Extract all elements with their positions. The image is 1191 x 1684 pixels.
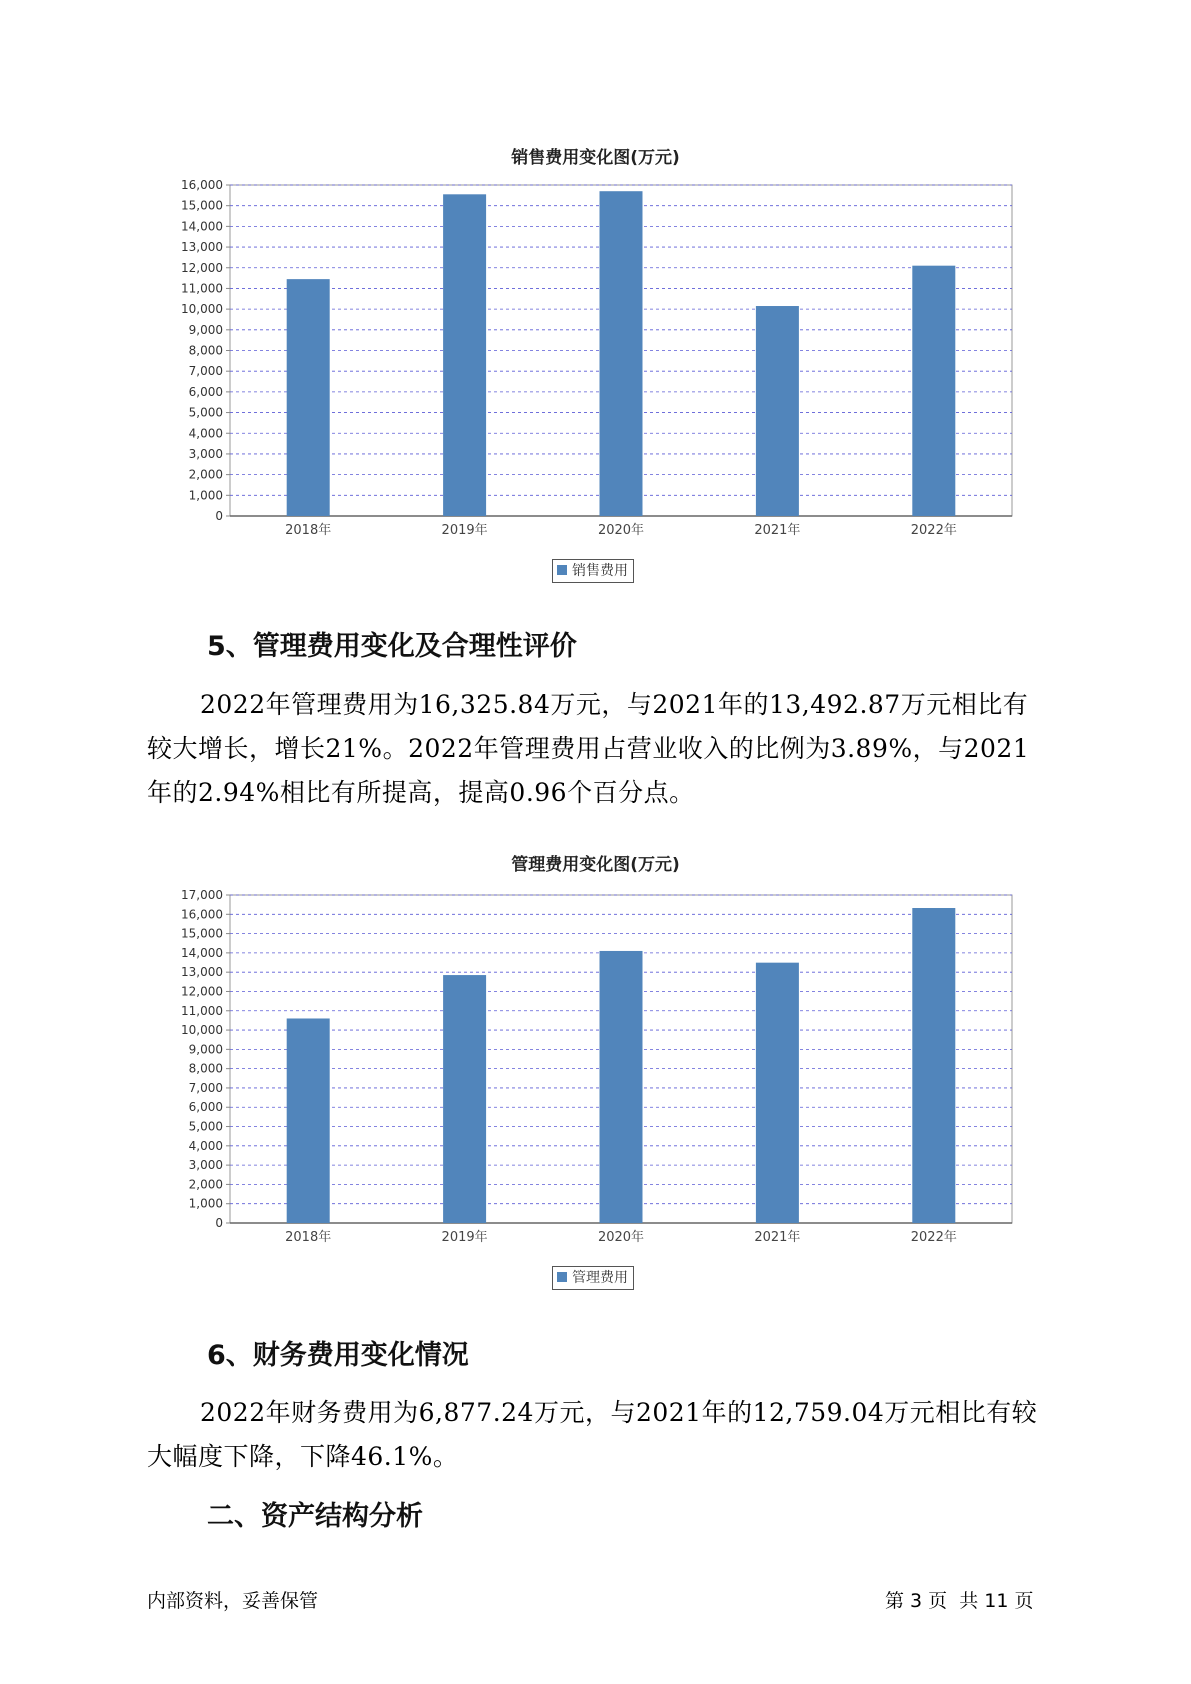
y-tick-label: 15,000 <box>181 926 223 941</box>
x-tick-label: 2020年 <box>597 1230 645 1245</box>
x-tick-label: 2022年 <box>910 1230 957 1245</box>
y-tick-label: 0 <box>215 509 223 523</box>
bar <box>443 975 486 1223</box>
footer-confidential: 内部资料，妥善保管 <box>147 1590 319 1612</box>
y-tick-label: 9,000 <box>188 1042 223 1057</box>
y-tick-label: 13,000 <box>181 240 223 255</box>
x-tick-label: 2019年 <box>441 1230 488 1245</box>
section6-paragraph: 2022年财务费用为6,877.24万元，与2021年的12,759.04万元相比有较大幅度下降，下降46.1%。 <box>147 1398 1038 1471</box>
y-tick-label: 11,000 <box>181 1003 223 1018</box>
y-tick-label: 2,000 <box>188 1177 223 1192</box>
section6-heading: 6、财务费用变化情况 <box>207 1340 469 1371</box>
y-tick-label: 12,000 <box>181 984 223 999</box>
y-tick-label: 12,000 <box>181 260 223 275</box>
bar <box>912 266 955 516</box>
x-tick-label: 2022年 <box>910 523 957 538</box>
assets-section-heading: 二、资产结构分析 <box>207 1501 423 1532</box>
y-tick-label: 1,000 <box>188 1196 223 1211</box>
chart1-legend <box>552 559 634 583</box>
bar <box>756 306 799 516</box>
x-tick-label: 2018年 <box>285 1230 332 1245</box>
chart1-title: 销售费用变化图(万元) <box>511 148 680 168</box>
section5-heading: 5、管理费用变化及合理性评价 <box>207 631 577 662</box>
legend-swatch-icon <box>557 565 567 575</box>
y-tick-label: 6,000 <box>188 384 223 399</box>
chart2-legend-label: 管理费用 <box>572 1270 628 1286</box>
y-tick-label: 5,000 <box>188 1119 223 1134</box>
y-tick-label: 2,000 <box>188 467 223 482</box>
y-tick-label: 13,000 <box>181 965 223 980</box>
bar <box>287 279 330 516</box>
y-tick-label: 4,000 <box>188 1138 223 1153</box>
y-tick-label: 14,000 <box>181 219 223 234</box>
y-tick-label: 7,000 <box>188 364 223 379</box>
admin-expense-chart <box>0 870 1191 1270</box>
bar <box>756 963 799 1223</box>
legend-swatch-icon <box>557 1272 567 1282</box>
y-tick-label: 8,000 <box>188 343 223 358</box>
x-tick-label: 2021年 <box>754 523 801 538</box>
y-tick-label: 8,000 <box>188 1061 223 1076</box>
x-tick-label: 2018年 <box>285 523 332 538</box>
y-tick-label: 9,000 <box>188 322 223 337</box>
bar <box>443 194 486 516</box>
bar <box>287 1018 330 1223</box>
chart2-title: 管理费用变化图(万元) <box>511 855 680 875</box>
y-tick-label: 1,000 <box>188 488 223 503</box>
y-tick-label: 17,000 <box>181 888 223 902</box>
bar <box>912 908 955 1223</box>
y-tick-label: 16,000 <box>181 907 223 922</box>
x-tick-label: 2021年 <box>754 1230 801 1245</box>
y-tick-label: 10,000 <box>181 1023 223 1038</box>
chart2-legend <box>552 1266 634 1290</box>
sales-expense-chart <box>0 160 1191 560</box>
footer-page-number: 第 3 页 共 11 页 <box>885 1590 1034 1612</box>
y-tick-label: 15,000 <box>181 198 223 213</box>
bar <box>600 191 643 516</box>
x-tick-label: 2019年 <box>441 523 488 538</box>
bar <box>600 951 643 1223</box>
y-tick-label: 3,000 <box>188 1158 223 1173</box>
y-tick-label: 11,000 <box>181 281 223 296</box>
chart1-legend-label: 销售费用 <box>572 563 628 579</box>
y-tick-label: 16,000 <box>181 178 223 192</box>
section5-paragraph: 2022年管理费用为16,325.84万元，与2021年的13,492.87万元相比有较大增长，增长21%。2022年管理费用占营业收入的比例为3.89%，与2021年的2.94%相比有所提高，提高0.96个百分点。 <box>147 690 1030 807</box>
y-tick-label: 3,000 <box>188 446 223 461</box>
y-tick-label: 7,000 <box>188 1080 223 1095</box>
x-tick-label: 2020年 <box>597 523 645 538</box>
y-tick-label: 6,000 <box>188 1100 223 1115</box>
y-tick-label: 4,000 <box>188 426 223 441</box>
y-tick-label: 5,000 <box>188 405 223 420</box>
y-tick-label: 14,000 <box>181 945 223 960</box>
y-tick-label: 0 <box>215 1216 223 1230</box>
y-tick-label: 10,000 <box>181 302 223 317</box>
